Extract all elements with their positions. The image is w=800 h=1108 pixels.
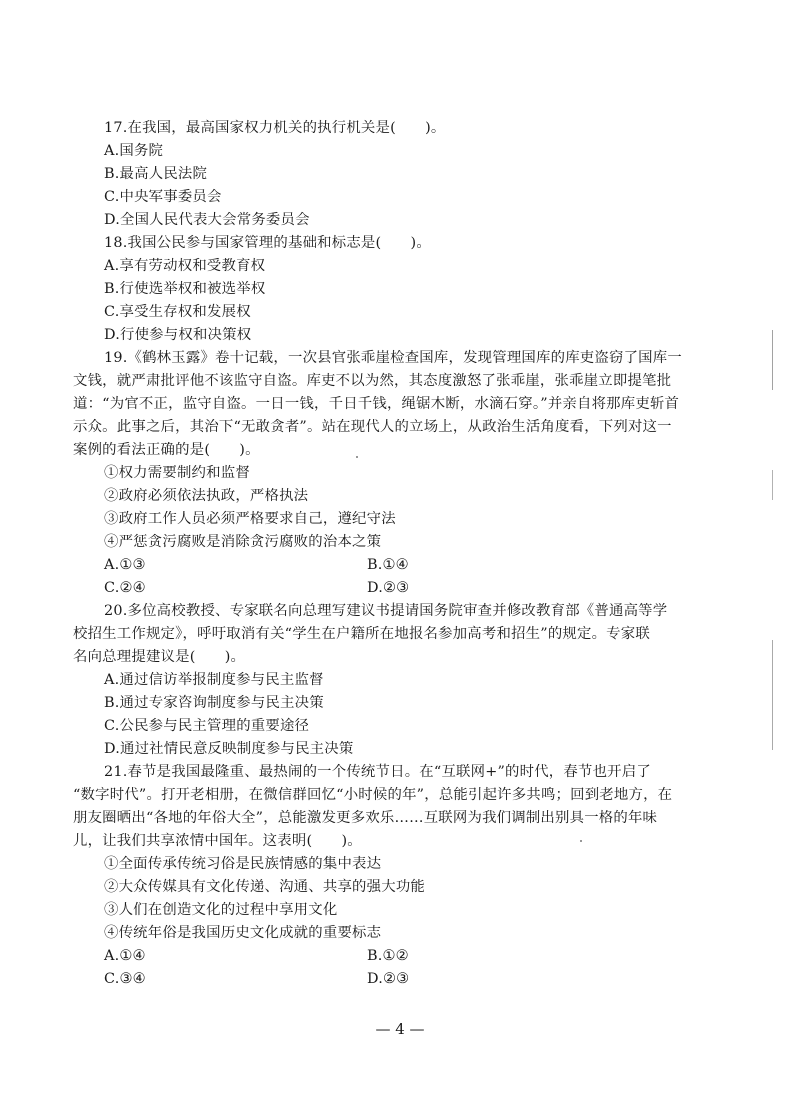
q20-stem-line: 校招生工作规定》，呼吁取消有关“学生在户籍所在地报名参加高考和招生”的规定。专家联 bbox=[73, 626, 650, 642]
q19-option-b: B.①④ bbox=[367, 557, 409, 573]
q19-stem-line: 文钱，就严肃批评他不该监守自盗。库吏不以为然，其态度激怒了张乖崖，张乖崖立即提笔批 bbox=[73, 373, 672, 389]
q21-stem-line: 朋友圈晒出“各地的年俗大全”，总能激发更多欢乐……互联网为我们调制出别具一格的年味 bbox=[73, 810, 658, 826]
scan-edge-mark bbox=[772, 640, 773, 750]
q20-option-c: C.公民参与民主管理的重要途径 bbox=[104, 718, 310, 734]
q20-stem-line: 名向总理提建议是( )。 bbox=[73, 649, 246, 665]
q20-option-d: D.通过社情民意反映制度参与民主决策 bbox=[104, 741, 354, 757]
q17-option-a: A.国务院 bbox=[104, 143, 164, 159]
q21-option-c: C.③④ bbox=[104, 971, 146, 987]
q17-option-b: B.最高人民法院 bbox=[104, 166, 208, 182]
q19-option-c: C.②④ bbox=[104, 580, 146, 596]
q18-option-d: D.行使参与权和决策权 bbox=[104, 327, 252, 343]
q19-statement-4: ④严惩贪污腐败是消除贪污腐败的治本之策 bbox=[104, 534, 382, 550]
q18-option-a: A.享有劳动权和受教育权 bbox=[104, 258, 266, 274]
q21-option-a: A.①④ bbox=[104, 948, 146, 964]
scan-speck bbox=[356, 456, 358, 458]
q21-stem-line: 21.春节是我国最隆重、最热闹的一个传统节日。在“互联网+”的时代，春节也开启了 bbox=[104, 764, 651, 780]
q19-option-a: A.①③ bbox=[104, 557, 146, 573]
q18-stem: 18.我国公民参与国家管理的基础和标志是( )。 bbox=[104, 235, 431, 251]
q19-stem-line: 示众。此事之后，其治下“无敢贪者”。站在现代人的立场上，从政治生活角度看，下列对这一 bbox=[73, 419, 672, 435]
q19-stem-line: 道：“为官不正，监守自盗。一日一钱，千日千钱，绳锯木断，水滴石穿。”并亲自将那库吏斩首 bbox=[73, 396, 680, 412]
q19-stem-line: 案例的看法正确的是( )。 bbox=[73, 442, 260, 458]
q19-statement-1: ①权力需要制约和监督 bbox=[104, 465, 250, 481]
q20-option-a: A.通过信访举报制度参与民主监督 bbox=[104, 672, 324, 688]
q17-option-d: D.全国人民代表大会常务委员会 bbox=[104, 212, 310, 228]
scan-edge-mark bbox=[772, 470, 773, 500]
q21-statement-3: ③人们在创造文化的过程中享用文化 bbox=[104, 902, 338, 918]
q21-stem-line: “数字时代”。打开老相册，在微信群回忆“小时候的年”，总能引起许多共鸣；回到老地方，在 bbox=[73, 787, 673, 803]
q21-statement-1: ①全面传承传统习俗是民族情感的集中表达 bbox=[104, 856, 382, 872]
q19-statement-2: ②政府必须依法执政，严格执法 bbox=[104, 488, 309, 504]
q18-option-b: B.行使选举权和被选举权 bbox=[104, 281, 266, 297]
page-number: — 4 — bbox=[375, 1020, 425, 1038]
q17-option-c: C.中央军事委员会 bbox=[104, 189, 222, 205]
q20-stem-line: 20.多位高校教授、专家联名向总理写建议书提请国务院审查并修改教育部《普通高等学 bbox=[104, 603, 668, 619]
q21-option-d: D.②③ bbox=[367, 971, 410, 987]
scan-speck bbox=[580, 840, 582, 842]
q19-stem-line: 19.《鹤林玉露》卷十记载，一次县官张乖崖检查国库，发现管理国库的库吏盗窃了国库一 bbox=[104, 350, 682, 366]
q19-statement-3: ③政府工作人员必须严格要求自己，遵纪守法 bbox=[104, 511, 396, 527]
q18-option-c: C.享受生存权和发展权 bbox=[104, 304, 251, 320]
q21-statement-2: ②大众传媒具有文化传递、沟通、共享的强大功能 bbox=[104, 879, 425, 895]
q19-option-d: D.②③ bbox=[367, 580, 410, 596]
q20-option-b: B.通过专家咨询制度参与民主决策 bbox=[104, 695, 324, 711]
q21-option-b: B.①② bbox=[367, 948, 409, 964]
q21-statement-4: ④传统年俗是我国历史文化成就的重要标志 bbox=[104, 925, 382, 941]
q21-stem-line: 儿，让我们共享浓情中国年。这表明( )。 bbox=[73, 833, 362, 849]
q17-stem: 17.在我国，最高国家权力机关的执行机关是( )。 bbox=[104, 120, 446, 136]
scan-edge-mark bbox=[772, 330, 773, 390]
